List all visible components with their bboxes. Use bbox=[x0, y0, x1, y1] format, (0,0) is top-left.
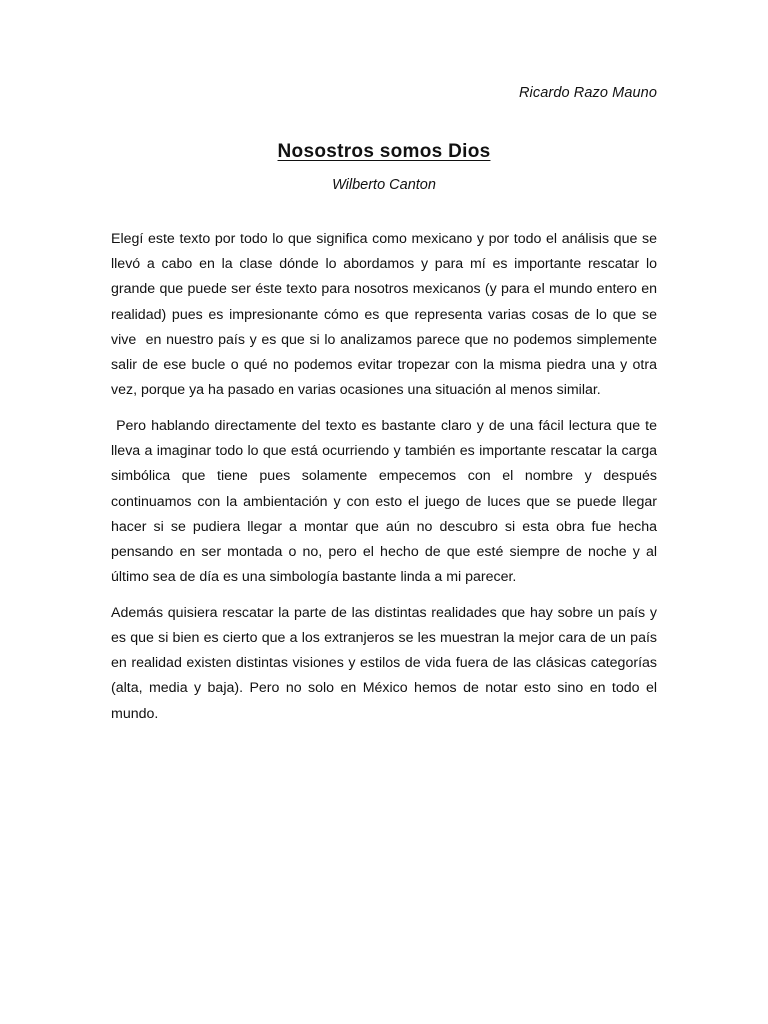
paragraph-2: Pero hablando directamente del texto es bastante claro y de una fácil lectura que te lleva a imaginar todo lo que está ocurriendo y también es importante rescatar la carga simbólica que tiene pues solamente empecemos con el nombre y después continuamos con la ambientación y con esto el juego de luces que se puede llegar hacer si se pudiera llegar a montar que aún no descubro si esta obra fue hecha pensando en ser montada o no, pero el hecho de que esté siempre de noche y al último sea de día es una simbología bastante linda a mi parecer. bbox=[111, 417, 661, 586]
paragraph-1: Elegí este texto por todo lo que significa como mexicano y por todo el análisis que se llevó a cabo en la clase dónde lo abordamos y para mí es importante rescatar lo grande que puede ser éste texto para nosotros mexicanos (y para el mundo entero en realidad) pues es impresionante cómo es que representa varias cosas de lo que se vive en nuestro país y es que si lo analizamos parece que no podemos simplemente salir de ese bucle o qué no podemos evitar tropezar con la misma piedra una y otra vez, porque ya ha pasado en varias ocasiones una situación al menos similar. bbox=[111, 231, 661, 399]
document-subtitle: Wilberto Canton bbox=[332, 177, 436, 193]
paragraph-3: Además quisiera rescatar la parte de las distintas realidades que hay sobre un país y es que si bien es cierto que a los extranjeros se les muestran la mejor cara de un país en realidad existen distintas visiones y estilos de vida fuera de las clásicas categorías (alta, media y baja). Pero no solo en México hemos de notar esto sino en todo el mundo. bbox=[111, 604, 661, 722]
author-name: Ricardo Razo Mauno bbox=[518, 85, 657, 101]
document-body bbox=[111, 227, 661, 737]
document-title: Nosostros somos Dios bbox=[277, 141, 491, 162]
